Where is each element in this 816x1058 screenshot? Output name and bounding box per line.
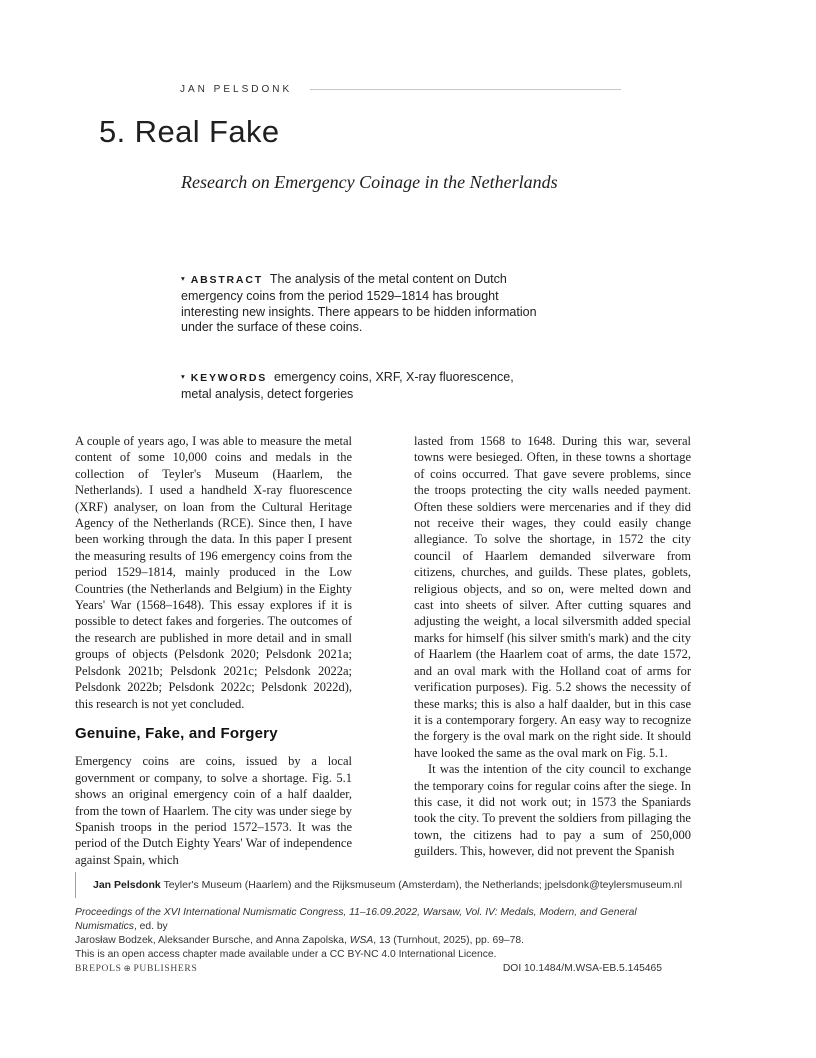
author-name: JAN PELSDONK (180, 84, 293, 95)
page-title: 5. Real Fake (99, 114, 280, 149)
affiliation-note (75, 872, 687, 898)
body-column-left (75, 433, 352, 868)
series-abbrev: WSA (349, 935, 374, 946)
section-heading: Genuine, Fake, and Forgery (75, 724, 278, 742)
body-paragraph-4: It was the intention of the city council to exchange the temporary coins for regular coins after the siege. In this case, it did not work out; in 1573 the Spaniards took the city. To prevent the soldiers from pillaging the town, the citizens had to pay a sum of 250,000 guilders. This, however, did not prevent the Spanish (414, 762, 691, 859)
proceedings-title: Proceedings of the XVI International Numismatic Congress, 11–16.09.2022, Warsaw, Vol. IV: Medals, Modern, and General Numismatics (75, 907, 637, 932)
proceedings-edby: , ed. by (133, 921, 168, 932)
footer (75, 906, 690, 976)
doi-text: DOI 10.1484/M.WSA-EB.5.145465 (502, 963, 662, 974)
abstract-text: The analysis of the metal content on Dutch emergency coins from the period 1529–1814 has brought interesting new insights. There appears to be hidden information under the surface of these coins. (181, 272, 537, 335)
editors-pages: , 13 (Turnhout, 2025), pp. 69–78. (373, 935, 524, 946)
keywords-text: emergency coins, XRF, X-ray fluorescence, metal analysis, detect forgeries (181, 370, 514, 401)
publisher-imprint (75, 962, 197, 976)
affiliation-text (93, 879, 687, 891)
triangle-down-icon: ▾ (181, 274, 185, 283)
header-rule (310, 89, 621, 90)
keywords-label: KEYWORDS (190, 372, 268, 384)
publisher-word: PUBLISHERS (133, 964, 198, 974)
triangle-down-icon: ▾ (181, 372, 185, 381)
keywords-block (181, 369, 543, 403)
editors-line (75, 934, 690, 948)
proceedings-line (75, 906, 690, 934)
abstract-paragraph (181, 271, 543, 336)
body-column-right (414, 433, 691, 860)
body-paragraph-3: lasted from 1568 to 1648. During this war, several towns were besieged. Often, in these towns a shortage of coins occurred. That gave severe problems, since the troops protecting the city walls needed payment. Often these soldiers were mercenaries and if they did not receive their wages, they could easily change allegiance. To solve the shortage, in 1572 the city council of Haarlem demanded silverware from citizens, churches, and guilds. These plates, goblets, religious objects, and so on, were melted down and cast into sheets of silver. After cutting squares and adjusting the weight, a local silversmith added special marks for himself (his silver smith's mark) and the city of Haarlem (the Haarlem coat of arms, the date 1572, and an oval mark with the Holland coat of arms for verification purposes). Fig. 5.2 shows the necessity of these marks; this is also a half daalder, but in this case it is a contemporary forgery. An easy way to recognize the forgery is the oval mark on the right side. It should have looked the same as the oval mark on Fig. 5.1. (414, 434, 691, 760)
keywords-paragraph (181, 369, 543, 403)
body-paragraph-1: A couple of years ago, I was able to measure the metal content of some 10,000 coins and medals in the collection of Teyler's Museum (Haarlem, the Netherlands). I used a handheld X-ray fluorescence (XRF) analyser, on loan from the Cultural Heritage Agency of the Netherlands (RCE). Since then, I have been working through the data. In this paper I present the measuring results of 196 emergency coins from the period 1529–1814, mainly produced in the Low Countries (the Netherlands and Belgium) in the Eighty Years' War (1568–1648). This essay explores if it is possible to detect fakes and forgeries. The outcomes of the research are published in more detail and in small groups of objects (Pelsdonk 2020; Pelsdonk 2021a; Pelsdonk 2021b; Pelsdonk 2021c; Pelsdonk 2022a; Pelsdonk 2022b; Pelsdonk 2022c; Pelsdonk 2022d), this research is not yet concluded. (75, 434, 352, 711)
editors-names: Jarosław Bodzek, Aleksander Bursche, and Anna Zapolska, (75, 935, 350, 946)
affiliation-detail: Teyler's Museum (Haarlem) and the Rijksmuseum (Amsterdam), the Netherlands; jpelsdonk@teylersmuseum.nl (163, 879, 683, 891)
license-line: This is an open access chapter made available under a CC BY-NC 4.0 International Licence. (75, 949, 497, 960)
abstract-label: ABSTRACT (190, 274, 263, 286)
publisher-row (75, 962, 662, 976)
abstract-block (181, 271, 543, 336)
affiliation-author: Jan Pelsdonk (93, 879, 161, 891)
publisher-name: BREPOLS (75, 964, 122, 974)
body-paragraph-2: Emergency coins are coins, issued by a local government or company, to solve a shortage. Fig. 5.1 shows an original emergency coin of a half daalder, from the town of Haarlem. The city was under siege by Spanish troops in the period 1572–1573. It was the period of the Dutch Eighty Years' War of independence against Spain, which (75, 754, 352, 867)
subtitle: Research on Emergency Coinage in the Netherlands (181, 172, 558, 192)
byline-row (180, 84, 621, 95)
brepols-mark-icon: ⊕ (123, 964, 132, 974)
